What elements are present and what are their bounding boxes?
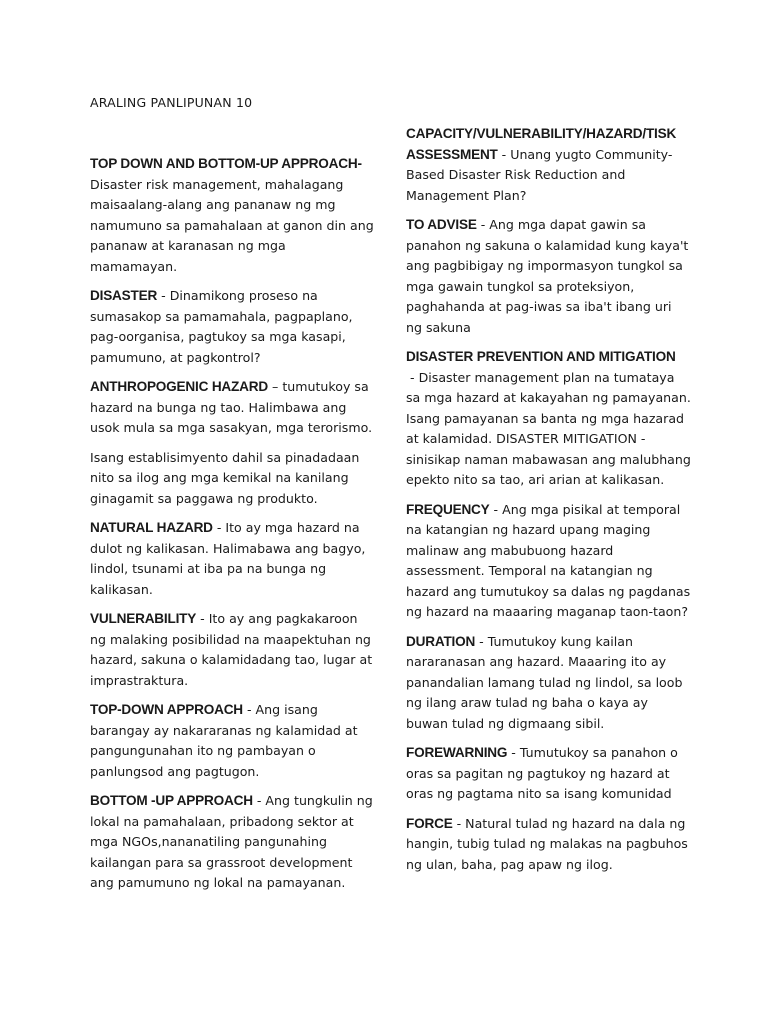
entry-separator: - (489, 501, 503, 517)
entry-disaster-prevention (406, 347, 691, 491)
entry-to-advise (406, 215, 691, 338)
entry-establishment-example (90, 448, 375, 510)
entry-definition: Disaster management plan na tumataya sa mga hazard at kakayahan ng pamayanan. Isang pamayanan sa banta ng mga hazarad at kalamidad. DISASTER MITIGATION - sinisikap naman mabawasan ang malubhang epekto nito sa tao, ari arian at kalikasan. (406, 369, 691, 487)
entry-forewarning (406, 743, 691, 805)
entry-separator: - (476, 217, 490, 232)
entry-frequency (406, 500, 691, 623)
entry-definition: tumutukoy sa hazard na bunga ng tao. Halimbawa ang usok mula sa mga sasakyan, mga terorismo. (90, 379, 373, 435)
entry-force (406, 814, 691, 876)
entry-term: FORCE (406, 815, 453, 831)
entry-term: TO ADVISE (406, 217, 477, 232)
entry-term: FOREWARNING (406, 745, 508, 760)
entry-term: DISASTER PREVENTION AND MITIGATION (406, 349, 676, 364)
entry-definition: Ito ay mga hazard na dulot ng kalikasan. Halimabawa ang bagyo, lindol, tsunami at iba pa na bunga ng kalikasan. (90, 520, 366, 597)
entry-separator: - (497, 146, 511, 162)
entry-duration (406, 632, 691, 735)
entry-definition: Ang mga dapat gawin sa panahon ng sakuna o kalamidad kung kaya't ang pagbibigay ng impormasyon tungkol sa mga gawain tungkol sa proteksiyon, paghahanda at pag-iwas sa iba't ibang uri ng sakuna (406, 217, 689, 335)
left-column (90, 154, 375, 903)
page-header: ARALING PANLIPUNAN 10 (90, 95, 253, 110)
entry-term: BOTTOM -UP APPROACH (90, 793, 253, 808)
entry-definition: Isang establisimyento dahil sa pinadadaan nito sa ilog ang mga kemikal na kanilang ginagamit sa paggawa ng produkto. (90, 449, 360, 506)
entry-term: FREQUENCY (406, 501, 490, 517)
entry-separator: - (507, 745, 520, 760)
entry-separator: - (157, 288, 170, 303)
entry-term: ANTHROPOGENIC HAZARD (90, 379, 269, 394)
entry-term: TOP-DOWN APPROACH (90, 702, 243, 717)
entry-definition: Ito ay ang pagkakaroon ng malaking posibilidad na maapektuhan ng hazard, sakuna o kalamidadang tao, lugar at imprastraktura. (90, 611, 373, 688)
entry-separator: - (242, 702, 256, 717)
entry-separator: - (475, 633, 488, 649)
entry-term: DISASTER (90, 288, 158, 303)
entry-anthropogenic-hazard (90, 377, 375, 439)
entry-separator: – (268, 379, 283, 394)
entry-natural-hazard (90, 518, 375, 600)
entry-top-down-bottom-up (90, 154, 375, 277)
entry-definition: Dinamikong proseso na sumasakop sa pamamahala, pagpaplano, pag-oorganisa, pagtukoy sa mga kasapi, pamumuno, at pagkontrol? (90, 288, 353, 365)
entry-term: VULNERABILITY (90, 611, 197, 626)
entry-definition: Unang yugto Community-Based Disaster Risk Reduction and Management Plan? (406, 146, 673, 203)
entry-separator: - (252, 793, 266, 808)
entry-top-down-approach (90, 700, 375, 782)
entry-definition: Natural tulad ng hazard na dala ng hangin, tubig tulad ng malakas na pagbuhos ng ulan, baha, pag apaw ng ilog. (406, 815, 688, 872)
entry-definition: Ang isang barangay ay nakararanas ng kalamidad at pangungunahan ito ng pambayan o panlungsod ang pagtugon. (90, 702, 358, 779)
entry-definition: Ang mga pisikal at temporal na katangian ng hazard upang maging malinaw ang mabubuong hazard assessment. Temporal na katangian ng hazard ang tumutukoy sa dalas ng pagdanas ng hazard na maaaring maganap taon-taon? (406, 501, 691, 619)
entry-term: NATURAL HAZARD (90, 520, 213, 535)
entry-term: TOP DOWN AND BOTTOM-UP APPROACH- (90, 156, 362, 171)
entry-definition: Ang tungkulin ng lokal na pamahalaan, pribadong sektor at mga NGOs,nananatiling pangunahing kailangan para sa grassroot development ang pamumuno ng lokal na pamayanan. (90, 793, 373, 890)
entry-disaster (90, 286, 375, 368)
entry-definition: Tumutukoy sa panahon o oras sa pagitan ng pagtukoy ng hazard at oras ng pagtama nito sa isang komunidad (406, 745, 678, 801)
entry-capacity-assessment (406, 124, 691, 206)
entry-definition: Tumutukoy kung kailan nararanasan ang hazard. Maaaring ito ay panandalian lamang tulad ng lindol, sa loob ng ilang araw tulad ng baha o kaya ay buwan tulad ng digmaang sibil. (406, 633, 683, 731)
right-column (406, 124, 691, 884)
entry-term: CAPACITY/VULNERABILITY/HAZARD/TISK ASSESSMENT (406, 126, 677, 162)
entry-separator: - (406, 369, 419, 385)
entry-term: DURATION (406, 633, 476, 649)
entry-vulnerability (90, 609, 375, 691)
entry-separator: - (196, 611, 209, 626)
entry-separator: - (452, 815, 466, 831)
entry-bottom-up-approach (90, 791, 375, 894)
entry-definition: Disaster risk management, mahalagang maisaalang-alang ang pananaw ng mg namumuno sa pamahalaan at ganon din ang pananaw at karanasan ng mga mamamayan. (90, 176, 374, 274)
entry-separator: - (212, 520, 226, 535)
